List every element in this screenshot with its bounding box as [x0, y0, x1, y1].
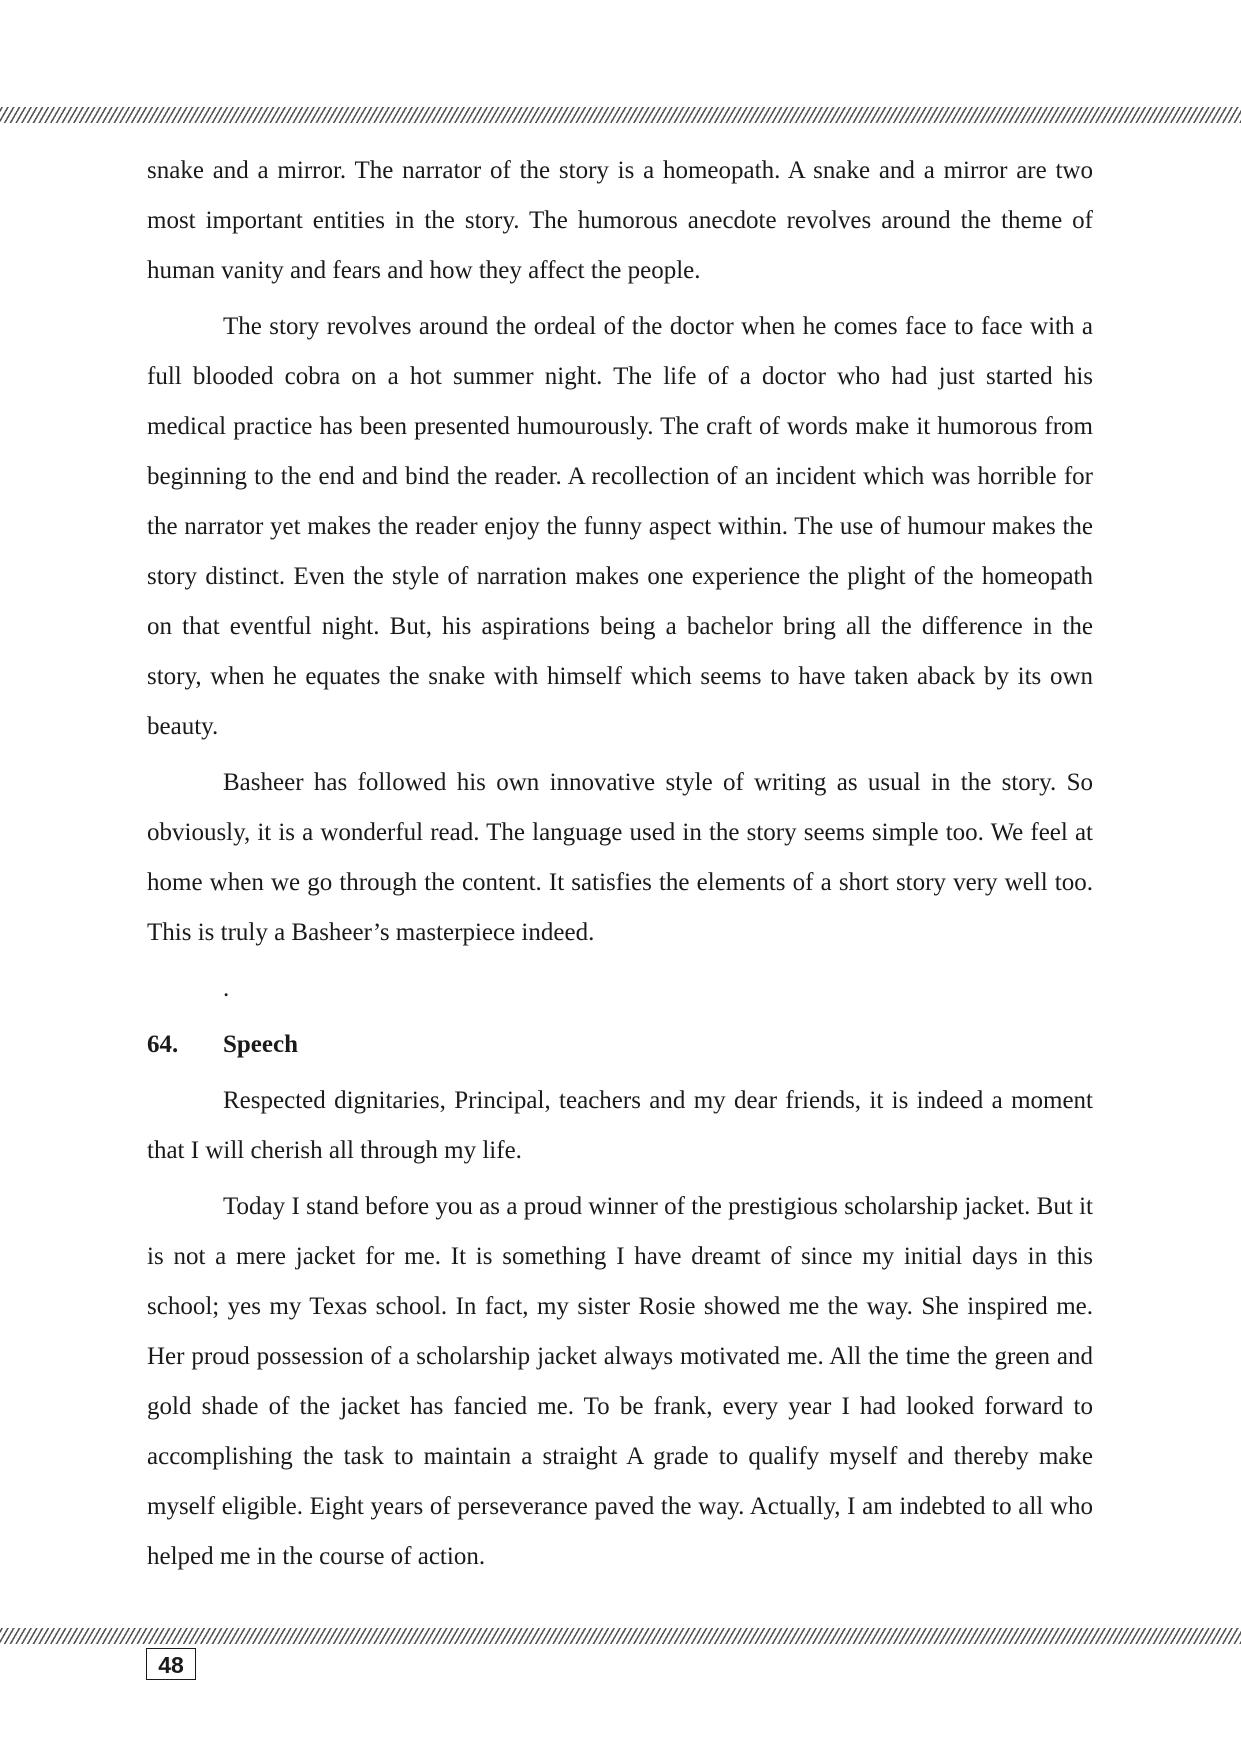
- paragraph-2: The story revolves around the ordeal of the doctor when he comes face to face with a full blooded cobra on a hot summer night. The life of a doctor who had just started his medical practice has been presented humourously. The craft of words make it humorous from beginning to the end and bind the reader. A recollection of an incident which was horrible for the narrator yet makes the reader enjoy the funny aspect within. The use of humour makes the story distinct. Even the style of narration makes one experience the plight of the homeopath on that eventful night. But, his aspirations being a bachelor bring all the difference in the story, when he equates the snake with himself which seems to have taken aback by its own beauty.: [147, 313, 1093, 740]
- paragraph-3: Basheer has followed his own innovative style of writing as usual in the story. So obviously, it is a wonderful read. The language used in the story seems simple too. We feel at home when we go through the content. It satisfies the elements of a short story very well too. This is truly a Basheer’s masterpiece indeed.: [147, 769, 1093, 946]
- paragraph-1: snake and a mirror. The narrator of the story is a homeopath. A snake and a mirror are two most important entities in the story. The humorous anecdote revolves around the theme of human vanity and fears and how they affect the people.: [147, 157, 1093, 284]
- page-body: [147, 146, 1093, 1588]
- section-title: Speech: [223, 1031, 298, 1058]
- paragraph-5: Today I stand before you as a proud winner of the prestigious scholarship jacket. But it is not a mere jacket for me. It is something I have dreamt of since my initial days in this school; yes my Texas school. In fact, my sister Rosie showed me the way. She inspired me. Her proud possession of a scholarship jacket always motivated me. All the time the green and gold shade of the jacket has fancied me. To be frank, every year I had looked forward to accomplishing the task to maintain a straight A grade to qualify myself and thereby make myself eligible. Eight years of perseverance paved the way. Actually, I am indebted to all who helped me in the course of action.: [147, 1193, 1093, 1570]
- stray-dot: .: [223, 975, 230, 1002]
- top-hatched-rule: [0, 107, 1241, 123]
- paragraph-4: Respected dignitaries, Principal, teachers and my dear friends, it is indeed a moment that I will cherish all through my life.: [147, 1087, 1093, 1164]
- section-heading: [147, 1020, 1093, 1070]
- section-number: 64.: [147, 1031, 179, 1058]
- page-number: 48: [146, 1648, 196, 1680]
- bottom-hatched-rule: [0, 1628, 1241, 1644]
